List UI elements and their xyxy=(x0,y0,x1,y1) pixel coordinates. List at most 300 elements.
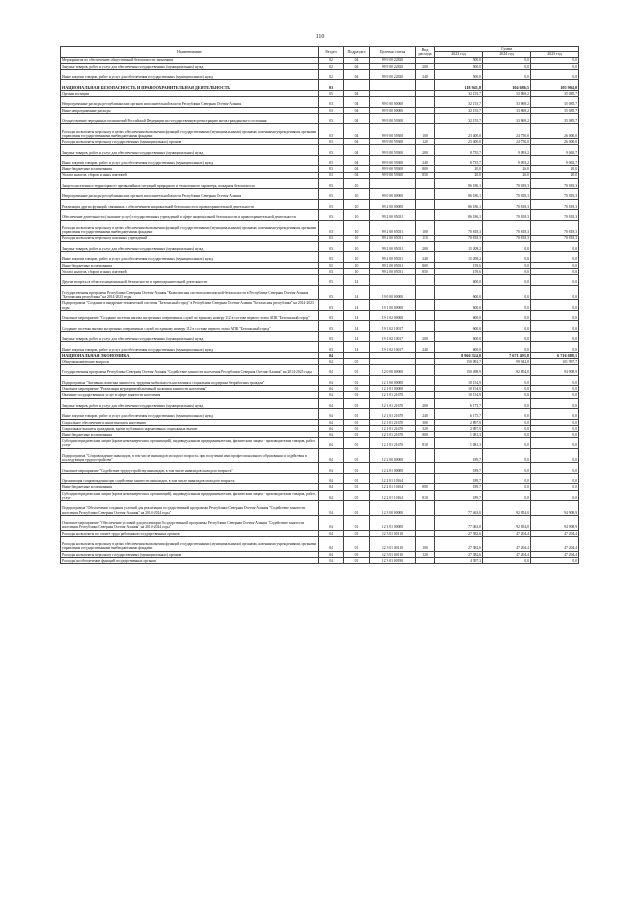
table-row xyxy=(61,398,579,409)
row-name: Основное мероприятие "Содействие трудоустройству инвалидов, в том числе инвалидов молодого возраста" xyxy=(61,463,319,474)
row-subsection: 01 xyxy=(344,501,370,516)
row-sum-2024: 0,0 xyxy=(483,431,531,437)
row-exp-type: 200 xyxy=(416,145,435,156)
row-section: 03 xyxy=(319,235,344,241)
row-sum-2025: 0,0 xyxy=(531,275,579,286)
row-sum-2023: 86 186,1 xyxy=(435,178,483,189)
row-section: 03 xyxy=(319,321,344,332)
row-sum-2025: 0,0 xyxy=(531,557,579,563)
row-section: 04 xyxy=(319,365,344,376)
row-sum-2023: 15 208,2 xyxy=(435,241,483,252)
row-section: 03 xyxy=(319,80,344,91)
row-exp-type: 850 xyxy=(416,172,435,178)
row-subsection: 01 xyxy=(344,530,370,536)
row-exp-type: 240 xyxy=(416,252,435,263)
row-target: 99 9 00 22820 xyxy=(370,63,416,69)
row-sum-2024: 0,0 xyxy=(483,321,531,332)
row-section: 03 xyxy=(319,252,344,263)
row-target xyxy=(370,275,416,286)
row-sum-2025: 0,0 xyxy=(531,392,579,398)
row-name: Расходы на выплаты персоналу казенных учреждений xyxy=(61,235,319,241)
row-subsection: 10 xyxy=(344,241,370,252)
row-name: Организация сопровождения при содействии занятости инвалидов, в том числе инвалидов молодого возраста xyxy=(61,473,319,484)
row-subsection: 04 xyxy=(344,90,370,96)
row-sum-2025: 70 818,3 xyxy=(531,235,579,241)
row-sum-2024: 70 818,3 xyxy=(483,189,531,200)
row-target: 99 9 00 59300 xyxy=(370,172,416,178)
row-section: 04 xyxy=(319,484,344,490)
row-sum-2023: 600,0 xyxy=(435,275,483,286)
row-subsection: 04 xyxy=(344,63,370,69)
row-exp-type xyxy=(416,97,435,108)
row-sum-2024: 0,0 xyxy=(483,419,531,425)
row-section: 02 xyxy=(319,63,344,69)
table-row xyxy=(61,501,579,516)
row-sum-2025: 70 818,3 xyxy=(531,178,579,189)
row-sum-2024: 26,0 xyxy=(483,172,531,178)
table-row xyxy=(61,252,579,263)
row-sum-2024: 0,0 xyxy=(483,438,531,449)
table-row xyxy=(61,557,579,563)
row-sum-2025: 20,0 xyxy=(531,166,579,172)
row-sum-2023: 189,7 xyxy=(435,463,483,474)
row-sum-2023: 23 400,0 xyxy=(435,124,483,139)
row-subsection: 04 xyxy=(344,57,370,63)
row-target: 12 2 01 10164 xyxy=(370,490,416,501)
row-exp-type xyxy=(416,80,435,91)
row-section: 03 xyxy=(319,331,344,342)
row-name: Подпрограмма "Активная политика занятости, трудовая мобильность населения и социальная поддержка безработных граждан" xyxy=(61,375,319,386)
row-sum-2023: 189,7 xyxy=(435,490,483,501)
table-row xyxy=(61,285,579,300)
row-sum-2024: 0,0 xyxy=(483,69,531,80)
row-target: 19 1 02 10017 xyxy=(370,342,416,353)
row-sum-2024: 0,0 xyxy=(483,57,531,63)
row-sum-2023: 600,0 xyxy=(435,300,483,311)
row-subsection: 01 xyxy=(344,398,370,409)
budget-table xyxy=(60,46,579,564)
row-target: 12 2 01 10164 xyxy=(370,473,416,484)
row-target: 12 1 01 00000 xyxy=(370,386,416,392)
row-name: Государственная программа Республики Северная Осетия-Алания "Комплексная система комплексной безопасности в Республике Северная Осетия-Алания "Безопасная республика" на 2014-2023 годы xyxy=(61,285,319,300)
row-sum-2023: 86 186,1 xyxy=(435,199,483,210)
row-sum-2025: 20,0 xyxy=(531,172,579,178)
row-exp-type: 200 xyxy=(416,398,435,409)
row-name: Закупка товаров, работ и услуг для обеспечения государственных (муниципальных) нужд xyxy=(61,63,319,69)
row-sum-2024: 24 750,0 xyxy=(483,139,531,145)
row-sum-2025: 0,0 xyxy=(531,285,579,300)
table-row xyxy=(61,113,579,124)
row-subsection: 01 xyxy=(344,409,370,420)
row-subsection: 10 xyxy=(344,210,370,221)
row-name: Основное мероприятие "Обеспечение условий для реализации Государственной программы Республики Северная Осетия-Алания "Содействие занятости населения Республики Северная Осетия-Алания" на 2014-2024 годы" xyxy=(61,515,319,530)
row-sum-2023: 10 154,9 xyxy=(435,392,483,398)
row-section: 04 xyxy=(319,409,344,420)
header-year-2025: 2025 год xyxy=(531,52,579,57)
table-row xyxy=(61,220,579,235)
table-row xyxy=(61,365,579,376)
table-row xyxy=(61,342,579,353)
row-section: 03 xyxy=(319,310,344,321)
row-name: НАЦИОНАЛЬНАЯ БЕЗОПАСНОСТЬ И ПРАВООХРАНИТЕЛЬНАЯ ДЕЯТЕЛЬНОСТЬ xyxy=(61,80,319,91)
row-target: 99 0 00 00000 xyxy=(370,189,416,200)
row-sum-2024: 9 093,2 xyxy=(483,145,531,156)
row-name: Иные бюджетные ассигнования xyxy=(61,262,319,268)
row-target: 99 9 00 22820 xyxy=(370,69,416,80)
table-row xyxy=(61,463,579,474)
row-name: Мероприятия по обеспечению общественной безопасности экономики xyxy=(61,57,319,63)
row-name: Иные закупки товаров, работ и услуг для обеспечения государственных (муниципальных) нужд xyxy=(61,409,319,420)
row-name: Обеспечение деятельности (оказание услуг) государственных учреждений в сфере национальной безопасности и правоохранительной деятельности xyxy=(61,210,319,221)
row-exp-type xyxy=(416,113,435,124)
row-sum-2025: 47 204,4 xyxy=(531,551,579,557)
row-subsection: 04 xyxy=(344,124,370,139)
row-section: 03 xyxy=(319,300,344,311)
row-name: Государственная программа Республики Северная Осетия-Алания "Содействие занятости населения Республики Северная Осетия-Алания" на 2014-2025 годы xyxy=(61,365,319,376)
row-exp-type xyxy=(416,285,435,300)
row-name: Реализация других функций, связанных с обеспечением национальной безопасности и правоохранительной деятельности xyxy=(61,199,319,210)
row-name: Иные бюджетные ассигнования xyxy=(61,431,319,437)
row-target: 99 2 00 05031 xyxy=(370,220,416,235)
row-section: 04 xyxy=(319,530,344,536)
row-exp-type: 120 xyxy=(416,551,435,557)
row-target: 12 3 01 00110 xyxy=(370,536,416,551)
table-row xyxy=(61,515,579,530)
row-subsection xyxy=(344,80,370,91)
row-sum-2025: 0,0 xyxy=(531,431,579,437)
row-sum-2024: 0,0 xyxy=(483,392,531,398)
row-target: 19 0 00 00000 xyxy=(370,285,416,300)
row-sum-2024: 0,0 xyxy=(483,331,531,342)
header-section: Раздел xyxy=(319,47,344,58)
row-exp-type xyxy=(416,448,435,463)
row-sum-2024: 33 869,2 xyxy=(483,107,531,113)
table-row xyxy=(61,448,579,463)
row-target: 19 1 02 10017 xyxy=(370,321,416,332)
row-sum-2024: 92 854,0 xyxy=(483,515,531,530)
row-name: Расходы на выплаты персоналу в целях обеспечения выполнения функций государственными (муниципальными) органами, казенными учреждениями, органами управления государственными внебюджетными фондами xyxy=(61,220,319,235)
row-sum-2023: 86 186,1 xyxy=(435,210,483,221)
row-target: 99 9 00 59300 xyxy=(370,155,416,166)
row-section: 03 xyxy=(319,124,344,139)
row-subsection: 01 xyxy=(344,365,370,376)
row-sum-2025: 0,0 xyxy=(531,63,579,69)
table-row xyxy=(61,490,579,501)
row-section: 04 xyxy=(319,490,344,501)
row-sum-2025: 9 065,7 xyxy=(531,155,579,166)
row-name: Иные закупки товаров, работ и услуг для обеспечения государственных (муниципальных) нужд xyxy=(61,69,319,80)
table-row xyxy=(61,331,579,342)
row-sum-2024: 0,0 xyxy=(483,448,531,463)
row-subsection: 01 xyxy=(344,359,370,365)
row-target: 12 1 01 21670 xyxy=(370,425,416,431)
row-subsection: 14 xyxy=(344,310,370,321)
row-sum-2023: 77 463,0 xyxy=(435,515,483,530)
row-sum-2023: 10 154,9 xyxy=(435,386,483,392)
row-sum-2024: 0,0 xyxy=(483,262,531,268)
row-section: 04 xyxy=(319,501,344,516)
row-sum-2023: 15 208,2 xyxy=(435,252,483,263)
row-section: 03 xyxy=(319,220,344,235)
table-row xyxy=(61,145,579,156)
table-row xyxy=(61,178,579,189)
row-subsection: 01 xyxy=(344,419,370,425)
row-exp-type: 100 xyxy=(416,220,435,235)
row-name: Закупка товаров, работ и услуг для обеспечения государственных (муниципальных) нужд xyxy=(61,398,319,409)
row-subsection: 14 xyxy=(344,331,370,342)
row-target: 99 2 00 05031 xyxy=(370,252,416,263)
row-sum-2025: 0,0 xyxy=(531,448,579,463)
row-sum-2024: 0,0 xyxy=(483,490,531,501)
row-sum-2023: 600,0 xyxy=(435,331,483,342)
row-sum-2025: 0,0 xyxy=(531,409,579,420)
row-section: 02 xyxy=(319,57,344,63)
row-name: Расходы на выплаты по оплате труда работников государственных органов xyxy=(61,530,319,536)
row-target: 12 1 00 00000 xyxy=(370,375,416,386)
row-sum-2023: 20,0 xyxy=(435,172,483,178)
table-row xyxy=(61,155,579,166)
row-target: 12 3 01 00000 xyxy=(370,515,416,530)
row-sum-2023: 23 400,0 xyxy=(435,139,483,145)
row-target: 12 0 00 00000 xyxy=(370,365,416,376)
table-row xyxy=(61,275,579,286)
row-target: 99 9 00 22820 xyxy=(370,57,416,63)
row-sum-2024: 0,0 xyxy=(483,409,531,420)
row-sum-2024: 9 093,2 xyxy=(483,155,531,166)
row-target: 12 3 01 00190 xyxy=(370,557,416,563)
row-section: 03 xyxy=(319,113,344,124)
row-exp-type xyxy=(416,178,435,189)
row-subsection: 10 xyxy=(344,235,370,241)
row-name: Основное мероприятие "Создание системы вызова экстренных оперативных служб по единому номеру 112 в составе первого этапа АПК "Безопасный город" xyxy=(61,310,319,321)
row-exp-type: 240 xyxy=(416,409,435,420)
row-exp-type xyxy=(416,365,435,376)
row-sum-2024: 0,0 xyxy=(483,310,531,321)
row-exp-type: 240 xyxy=(416,69,435,80)
row-target xyxy=(370,80,416,91)
row-target: 12 1 01 21670 xyxy=(370,438,416,449)
row-name: Уплата налогов, сборов и иных платежей xyxy=(61,172,319,178)
row-sum-2024: 0,0 xyxy=(483,398,531,409)
row-subsection: 10 xyxy=(344,262,370,268)
row-exp-type xyxy=(416,557,435,563)
row-sum-2025: 47 204,4 xyxy=(531,536,579,551)
row-sum-2024: 92 854,0 xyxy=(483,501,531,516)
table-row xyxy=(61,473,579,484)
row-sum-2025: 94 908,9 xyxy=(531,515,579,530)
row-subsection: 10 xyxy=(344,189,370,200)
row-section: 03 xyxy=(319,166,344,172)
row-exp-type: 800 xyxy=(416,262,435,268)
row-subsection: 04 xyxy=(344,166,370,172)
row-exp-type xyxy=(416,210,435,221)
row-sum-2024: 70 818,3 xyxy=(483,178,531,189)
row-exp-type: 200 xyxy=(416,241,435,252)
row-exp-type: 200 xyxy=(416,63,435,69)
row-section: 03 xyxy=(319,268,344,274)
row-name: Иные закупки товаров, работ и услуг для обеспечения государственных (муниципальных) нужд xyxy=(61,155,319,166)
row-sum-2024: 92 854,0 xyxy=(483,365,531,376)
row-exp-type: 240 xyxy=(416,342,435,353)
row-sum-2024: 0,0 xyxy=(483,425,531,431)
row-sum-2024: 0,0 xyxy=(483,484,531,490)
row-section: 03 xyxy=(319,97,344,108)
row-sum-2024: 24 750,0 xyxy=(483,124,531,139)
row-subsection: 04 xyxy=(344,155,370,166)
row-sum-2023: 600,0 xyxy=(435,342,483,353)
row-name: Уплата налогов, сборов и иных платежей xyxy=(61,268,319,274)
row-exp-type: 800 xyxy=(416,484,435,490)
row-target: 12 1 01 21670 xyxy=(370,398,416,409)
row-sum-2025: 70 818,3 xyxy=(531,220,579,235)
row-subsection: 01 xyxy=(344,392,370,398)
row-sum-2023: 27 382,6 xyxy=(435,530,483,536)
row-sum-2025: 0,0 xyxy=(531,321,579,332)
row-sum-2023: 500,0 xyxy=(435,69,483,80)
row-section: 02 xyxy=(319,69,344,80)
row-exp-type xyxy=(416,189,435,200)
row-sum-2025: 0,0 xyxy=(531,331,579,342)
row-exp-type: 810 xyxy=(416,438,435,449)
row-sum-2023: 8 966 324,0 xyxy=(435,352,483,358)
row-exp-type xyxy=(416,310,435,321)
row-sum-2025: 70 818,3 xyxy=(531,189,579,200)
table-row xyxy=(61,438,579,449)
row-sum-2024: 0,0 xyxy=(483,275,531,286)
row-subsection: 01 xyxy=(344,386,370,392)
row-sum-2025: 0,0 xyxy=(531,57,579,63)
row-sum-2024: 47 204,4 xyxy=(483,530,531,536)
header-year-2024: 2024 год xyxy=(483,52,531,57)
row-sum-2024: 33 869,2 xyxy=(483,97,531,108)
row-sum-2025: 94 908,9 xyxy=(531,365,579,376)
row-subsection: 01 xyxy=(344,425,370,431)
row-section: 04 xyxy=(319,392,344,398)
row-exp-type: 100 xyxy=(416,536,435,551)
row-section: 04 xyxy=(319,515,344,530)
row-section: 04 xyxy=(319,463,344,474)
row-section: 04 xyxy=(319,448,344,463)
row-name: Органы юстиции xyxy=(61,90,319,96)
row-target: 99 2 00 05031 xyxy=(370,210,416,221)
row-sum-2024: 47 204,4 xyxy=(483,536,531,551)
row-sum-2024: 70 818,3 xyxy=(483,220,531,235)
row-sum-2023: 150 498,9 xyxy=(435,365,483,376)
row-target: 99 9 00 00000 xyxy=(370,107,416,113)
row-exp-type: 200 xyxy=(416,331,435,342)
row-sum-2024: 33 869,2 xyxy=(483,90,531,96)
page-number: 110 xyxy=(315,34,325,40)
row-sum-2024: 104 686,5 xyxy=(483,80,531,91)
row-section: 03 xyxy=(319,285,344,300)
row-subsection: 01 xyxy=(344,490,370,501)
row-subsection: 04 xyxy=(344,172,370,178)
row-subsection: 14 xyxy=(344,342,370,353)
row-sum-2023: 32 155,7 xyxy=(435,97,483,108)
row-section: 03 xyxy=(319,199,344,210)
header-year-2023: 2023 год xyxy=(435,52,483,57)
row-sum-2023: 27 382,6 xyxy=(435,536,483,551)
header-target: Целевая статья xyxy=(370,47,416,58)
row-sum-2023: 189,7 xyxy=(435,473,483,484)
row-sum-2025: 0,0 xyxy=(531,463,579,474)
row-sum-2023: 6 175,7 xyxy=(435,398,483,409)
row-name: Защита населения и территории от чрезвычайных ситуаций природного и техногенного характера, пожарная безопасность xyxy=(61,178,319,189)
row-target: 19 1 00 00000 xyxy=(370,300,416,311)
row-section: 03 xyxy=(319,262,344,268)
row-subsection: 01 xyxy=(344,515,370,530)
row-section: 04 xyxy=(319,359,344,365)
table-row xyxy=(61,210,579,221)
row-subsection: 01 xyxy=(344,536,370,551)
row-subsection: 04 xyxy=(344,113,370,124)
row-name: Социальное обеспечение и иные выплаты населению xyxy=(61,419,319,425)
row-sum-2024: 0,0 xyxy=(483,241,531,252)
row-name: Закупка товаров, работ и услуг для обеспечения государственных (муниципальных) нужд xyxy=(61,331,319,342)
row-section: 03 xyxy=(319,178,344,189)
row-name: Субсидии юридическим лицам (кроме некоммерческих организаций), индивидуальным предпринимателям, физическим лицам - производителям товаров, работ, услуг xyxy=(61,490,319,501)
row-name: НАЦИОНАЛЬНАЯ ЭКОНОМИКА xyxy=(61,352,319,358)
row-sum-2023: 500,0 xyxy=(435,63,483,69)
row-sum-2024: 0,0 xyxy=(483,63,531,69)
row-sum-2025: 0,0 xyxy=(531,252,579,263)
row-exp-type xyxy=(416,501,435,516)
table-row xyxy=(61,80,579,91)
row-section: 03 xyxy=(319,210,344,221)
row-target: 99 9 00 59300 xyxy=(370,145,416,156)
row-target: 12 2 01 00000 xyxy=(370,463,416,474)
row-target: 99 9 00 59300 xyxy=(370,139,416,145)
row-sum-2025: 0,0 xyxy=(531,342,579,353)
row-sum-2025: 0,0 xyxy=(531,386,579,392)
header-exp-type: Вид расхода xyxy=(416,47,435,58)
row-target: 99 0 00 00000 xyxy=(370,97,416,108)
row-name: Непрограммные расходы республиканских органов исполнительной власти Республики Северная Осетия-Алания xyxy=(61,189,319,200)
row-sum-2025: 35 085,7 xyxy=(531,90,579,96)
row-section: 04 xyxy=(319,551,344,557)
row-sum-2024: 0,0 xyxy=(483,268,531,274)
row-sum-2025: 6 716 688,1 xyxy=(531,352,579,358)
row-name: Подпрограмма "Обеспечение создания условий для реализации государственной программы Республики Северная Осетия-Алания "Содействие занятости населения Республики Северная Осетия-Алания" на 2014-2024 годы" xyxy=(61,501,319,516)
row-sum-2023: 20,0 xyxy=(435,166,483,172)
row-subsection: 01 xyxy=(344,463,370,474)
row-sum-2023: 77 463,0 xyxy=(435,501,483,516)
row-subsection: 01 xyxy=(344,557,370,563)
row-section: 04 xyxy=(319,352,344,358)
row-exp-type xyxy=(416,300,435,311)
row-sum-2023: 600,0 xyxy=(435,321,483,332)
row-name: Иные бюджетные ассигнования xyxy=(61,166,319,172)
table-row xyxy=(61,241,579,252)
row-target: 12 3 01 00110 xyxy=(370,551,416,557)
row-subsection: 14 xyxy=(344,321,370,332)
row-sum-2025: 0,0 xyxy=(531,473,579,484)
row-exp-type: 800 xyxy=(416,431,435,437)
row-sum-2023: 2 897,9 xyxy=(435,425,483,431)
row-section: 04 xyxy=(319,438,344,449)
row-sum-2023: 6 175,7 xyxy=(435,409,483,420)
row-sum-2023: 70 818,3 xyxy=(435,220,483,235)
row-sum-2023: 86 186,1 xyxy=(435,189,483,200)
row-target: 99 2 00 05031 xyxy=(370,268,416,274)
row-sum-2024: 0,0 xyxy=(483,285,531,300)
row-sum-2024: 47 204,4 xyxy=(483,551,531,557)
row-sum-2023: 32 155,7 xyxy=(435,107,483,113)
row-sum-2023: 1 081,3 xyxy=(435,431,483,437)
row-name: Социальные выплаты гражданам, кроме публичных нормативных социальных выплат xyxy=(61,425,319,431)
row-sum-2024: 0,0 xyxy=(483,463,531,474)
table-row xyxy=(61,199,579,210)
